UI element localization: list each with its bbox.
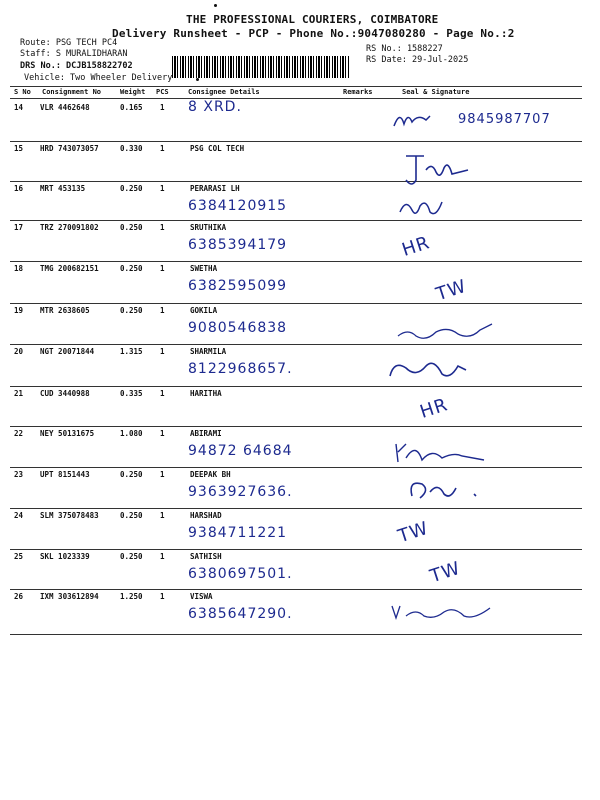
weight-cell: 0.250 [120,552,143,561]
handwritten-phone: 9080546838 [188,320,288,336]
consignment-cell: CUD 3440988 [40,389,90,398]
pcs-cell: 1 [160,144,165,153]
row-rule [10,261,582,262]
sno-cell: 25 [14,552,24,561]
consignment-cell: HRD 743073057 [40,144,99,153]
consignee-cell: HARITHA [190,389,222,398]
consignment-cell: NEY 50131675 [40,429,95,438]
weight-cell: 1.080 [120,429,143,438]
col-consignment: Consignment No [42,88,102,96]
consignee-cell: SATHISH [190,552,222,561]
weight-cell: 0.250 [120,264,143,273]
sno-cell: 18 [14,264,24,273]
col-remarks: Remarks [343,88,373,96]
consignee-cell: HARSHAD [190,511,222,520]
weight-cell: 0.165 [120,103,143,112]
consignee-cell: PSG COL TECH [190,144,245,153]
weight-cell: 0.335 [120,389,143,398]
handwritten-phone: 8 XRD. [188,99,242,115]
consignment-cell: MRT 453135 [40,184,86,193]
row-rule [10,181,582,182]
weight-cell: 0.250 [120,223,143,232]
vehicle-label: Vehicle: Two Wheeler Delivery [24,73,173,83]
signature-row-15 [402,150,472,194]
handwritten-phone: 9363927636. [188,484,293,500]
signature-row-18: TW [433,275,470,306]
weight-cell: 0.250 [120,511,143,520]
pcs-cell: 1 [160,592,165,601]
signature-row-23 [406,476,486,510]
header-rule-bottom [10,98,582,99]
weight-cell: 1.315 [120,347,143,356]
pcs-cell: 1 [160,184,165,193]
signature-row-21: HR [417,394,451,423]
sno-cell: 20 [14,347,24,356]
sno-cell: 26 [14,592,24,601]
row-rule [10,426,582,427]
sno-cell: 24 [14,511,24,520]
weight-cell: 0.250 [120,470,143,479]
signature-row-19 [396,318,496,346]
consignment-cell: UPT 8151443 [40,470,90,479]
consignment-cell: IXM 303612894 [40,592,99,601]
handwritten-phone: 94872 64684 [188,443,293,459]
consignee-cell: SHARMILA [190,347,227,356]
weight-cell: 1.250 [120,592,143,601]
sno-cell: 21 [14,389,24,398]
consignment-cell: NGT 20071844 [40,347,95,356]
weight-cell: 0.250 [120,184,143,193]
signature-row-14 [392,108,432,136]
signature-row-16 [396,196,446,224]
col-signature: Seal & Signature [402,88,470,96]
col-consignee: Consignee Details [188,88,260,96]
consignee-cell: PERARASI LH [190,184,240,193]
pcs-cell: 1 [160,389,165,398]
sno-cell: 19 [14,306,24,315]
handwritten-phone: 8122968657. [188,361,293,377]
col-weight: Weight [120,88,146,96]
consignee-cell: DEEPAK BH [190,470,231,479]
consignment-cell: MTR 2638605 [40,306,90,315]
binder-dot [214,4,217,7]
pcs-cell: 1 [160,103,165,112]
sno-cell: 14 [14,103,24,112]
rs-number: RS No.: 1588227 [366,44,443,54]
weight-cell: 0.330 [120,144,143,153]
consignment-cell: SKL 1023339 [40,552,90,561]
pcs-cell: 1 [160,470,165,479]
row-rule [10,589,582,590]
binder-dot [196,78,199,81]
col-pcs: PCS [156,88,169,96]
rs-date: RS Date: 29-Jul-2025 [366,55,469,65]
consignee-cell: SWETHA [190,264,218,273]
row-rule [10,220,582,221]
header-rule-top [10,86,582,87]
signature-row-20 [386,356,470,388]
barcode [172,56,350,78]
sno-cell: 17 [14,223,24,232]
consignee-cell: ABIRAMI [190,429,222,438]
row-rule [10,386,582,387]
consignment-cell: TMG 200682151 [40,264,99,273]
row-rule [10,549,582,550]
runsheet-title: Delivery Runsheet - PCP - Phone No.:9047080280 - Page No.:2 [112,27,515,40]
drs-label: DRS No.: DCJB158822702 [20,61,133,71]
pcs-cell: 1 [160,429,165,438]
pcs-cell: 1 [160,223,165,232]
signature-row-22 [392,438,488,470]
handwritten-phone: 6382595099 [188,278,288,294]
pcs-cell: 1 [160,306,165,315]
route-label: Route: PSG TECH PC4 [20,38,118,48]
handwritten-phone: 6385394179 [188,237,288,253]
handwritten-phone: 6385647290. [188,606,293,622]
handwritten-phone: 9384711221 [188,525,288,541]
weight-cell: 0.250 [120,306,143,315]
row-rule [10,467,582,468]
row-rule [10,141,582,142]
staff-label: Staff: S MURALIDHARAN [20,49,128,59]
row-rule [10,344,582,345]
sno-cell: 22 [14,429,24,438]
signature-row-26 [390,600,494,628]
handwritten-phone: 6380697501. [188,566,293,582]
row-rule [10,303,582,304]
consignment-cell: TRZ 270091802 [40,223,99,232]
pcs-cell: 1 [160,347,165,356]
consignee-cell: GOKILA [190,306,218,315]
company-title: THE PROFESSIONAL COURIERS, COIMBATORE [186,13,439,26]
pcs-cell: 1 [160,511,165,520]
signature-row-25: TW [427,557,464,588]
sno-cell: 23 [14,470,24,479]
pcs-cell: 1 [160,264,165,273]
consignment-cell: SLM 375078483 [40,511,99,520]
signature-row-17: HR [399,232,433,261]
row-rule [10,634,582,635]
consignment-cell: VLR 4462648 [40,103,90,112]
consignee-cell: VISWA [190,592,213,601]
sno-cell: 15 [14,144,24,153]
handwritten-phone: 6384120915 [188,198,288,214]
pcs-cell: 1 [160,552,165,561]
row-rule [10,508,582,509]
signature-row-24: TW [395,517,432,548]
col-sno: S No [14,88,31,96]
consignee-cell: SRUTHIKA [190,223,227,232]
sno-cell: 16 [14,184,24,193]
signature-phone-14: 9845987707 [458,112,551,127]
